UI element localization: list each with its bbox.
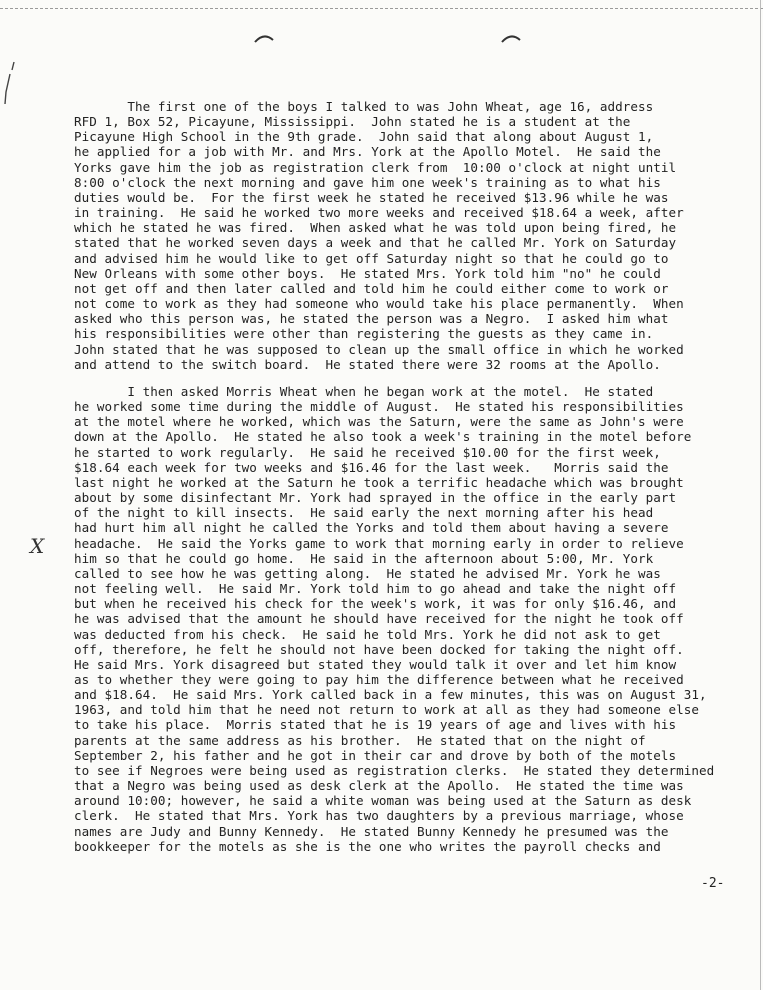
text-line: John stated that he was supposed to clean up the small office in which he worked [74,341,684,357]
text-line: his responsibilities were other than registering the guests as they came in. [74,326,654,342]
text-line: I then asked Morris Wheat when he began work at the motel. He stated [74,384,654,399]
text-line: Yorks gave him the job as registration clerk from 10:00 o'clock at night until [74,159,677,175]
text-line: which he stated he was fired. When asked what he was told upon being fired, he [74,220,677,236]
text-line: but when he received his check for the week's work, it was for only $16.46, and [74,596,677,612]
text-line: names are Judy and Bunny Kennedy. He stated Bunny Kennedy he presumed was the [74,823,669,839]
text-line: 1963, and told him that he need not return to work at all as they had someone else [74,702,700,718]
text-line: him so that he could go home. He said in the afternoon about 5:00, Mr. York [74,550,654,566]
text-line: stated that he worked seven days a week and that he called Mr. York on Saturday [74,235,677,251]
text-line: last night he worked at the Saturn he took a terrific headache which was brought [74,474,684,490]
text-line: RFD 1, Box 52, Picayune, Mississippi. John stated he is a student at the [74,114,631,130]
text-line: around 10:00; however, he said a white woman was being used at the Saturn as desk [74,793,692,809]
text-line: in training. He said he worked two more weeks and received $18.64 a week, after [74,205,684,221]
page-number: -2- [701,876,725,891]
text-line: $18.64 each week for two weeks and $16.46 for the last week. Morris said the [74,459,669,475]
text-line: not get off and then later called and told him he could either come to work or [74,280,669,296]
text-line: not feeling well. He said Mr. York told him to go ahead and take the night off [74,581,677,597]
text-line: at the motel where he worked, which was the Saturn, were the same as John's were [74,414,684,430]
text-line: 8:00 o'clock the next morning and gave him one week's training as to what his [74,174,661,190]
text-line: parents at the same address as his brother. He stated that on the night of [74,732,646,748]
text-line: He said Mrs. York disagreed but stated they would talk it over and let him know [74,656,677,672]
text-line: and advised him he would like to get off Saturday night so that he could go to [74,250,669,266]
text-line: of the night to kill insects. He said early the next morning after his head [74,505,654,521]
text-line: off, therefore, he felt he should not have been docked for taking the night off. [74,641,684,657]
text-line: clerk. He stated that Mrs. York has two daughters by a previous marriage, whose [74,808,684,824]
margin-x-mark: X [30,534,45,558]
text-line: duties would be. For the first week he stated he received $13.96 while he was [74,189,669,205]
text-line: was deducted from his check. He said he told Mrs. York he did not ask to get [74,626,661,642]
paragraph-morris-wheat [74,384,724,854]
text-line: he was advised that the amount he should have received for the night he took off [74,611,684,627]
paragraph-john-wheat [74,99,724,372]
text-line: about by some disinfectant Mr. York had sprayed in the office in the early part [74,490,677,506]
text-line: not come to work as they had someone who would take his place permanently. When [74,296,684,312]
text-line: Picayune High School in the 9th grade. John said that along about August 1, [74,129,654,145]
text-line: to see if Negroes were being used as registration clerks. He stated they determined [74,762,715,778]
text-line: called to see how he was getting along. He stated he advised Mr. York he was [74,565,661,581]
scan-top-edge [0,0,763,9]
text-line: and $18.64. He said Mrs. York called back in a few minutes, this was on August 31, [74,687,707,703]
text-line: he applied for a job with Mr. and Mrs. York at the Apollo Motel. He said the [74,144,661,160]
text-line: he started to work regularly. He said he received $10.00 for the first week, [74,444,661,460]
text-line: headache. He said the Yorks game to work that morning early in order to relieve [74,535,684,551]
text-line: bookkeeper for the motels as she is the one who writes the payroll checks and [74,838,661,854]
margin-stroke-mark [2,60,24,110]
text-line: that a Negro was being used as desk clerk at the Apollo. He stated the time was [74,778,684,794]
punch-hole-mark-left [253,32,275,44]
text-line: asked who this person was, he stated the person was a Negro. I asked him what [74,311,669,327]
text-line: September 2, his father and he got in their car and drove by both of the motels [74,747,677,763]
text-line: New Orleans with some other boys. He stated Mrs. York told him "no" he could [74,265,661,281]
punch-hole-mark-right [500,32,522,44]
text-line: had hurt him all night he called the Yorks and told them about having a severe [74,520,669,536]
text-line: as to whether they were going to pay him the difference between what he received [74,671,684,687]
text-line: down at the Apollo. He stated he also took a week's training in the motel before [74,429,692,445]
scan-right-edge [760,0,761,990]
text-line: and attend to the switch board. He stated there were 32 rooms at the Apollo. [74,356,661,372]
text-line: he worked some time during the middle of August. He stated his responsibilities [74,399,684,415]
text-line: The first one of the boys I talked to was John Wheat, age 16, address [74,99,654,114]
text-line: to take his place. Morris stated that he is 19 years of age and lives with his [74,717,677,733]
